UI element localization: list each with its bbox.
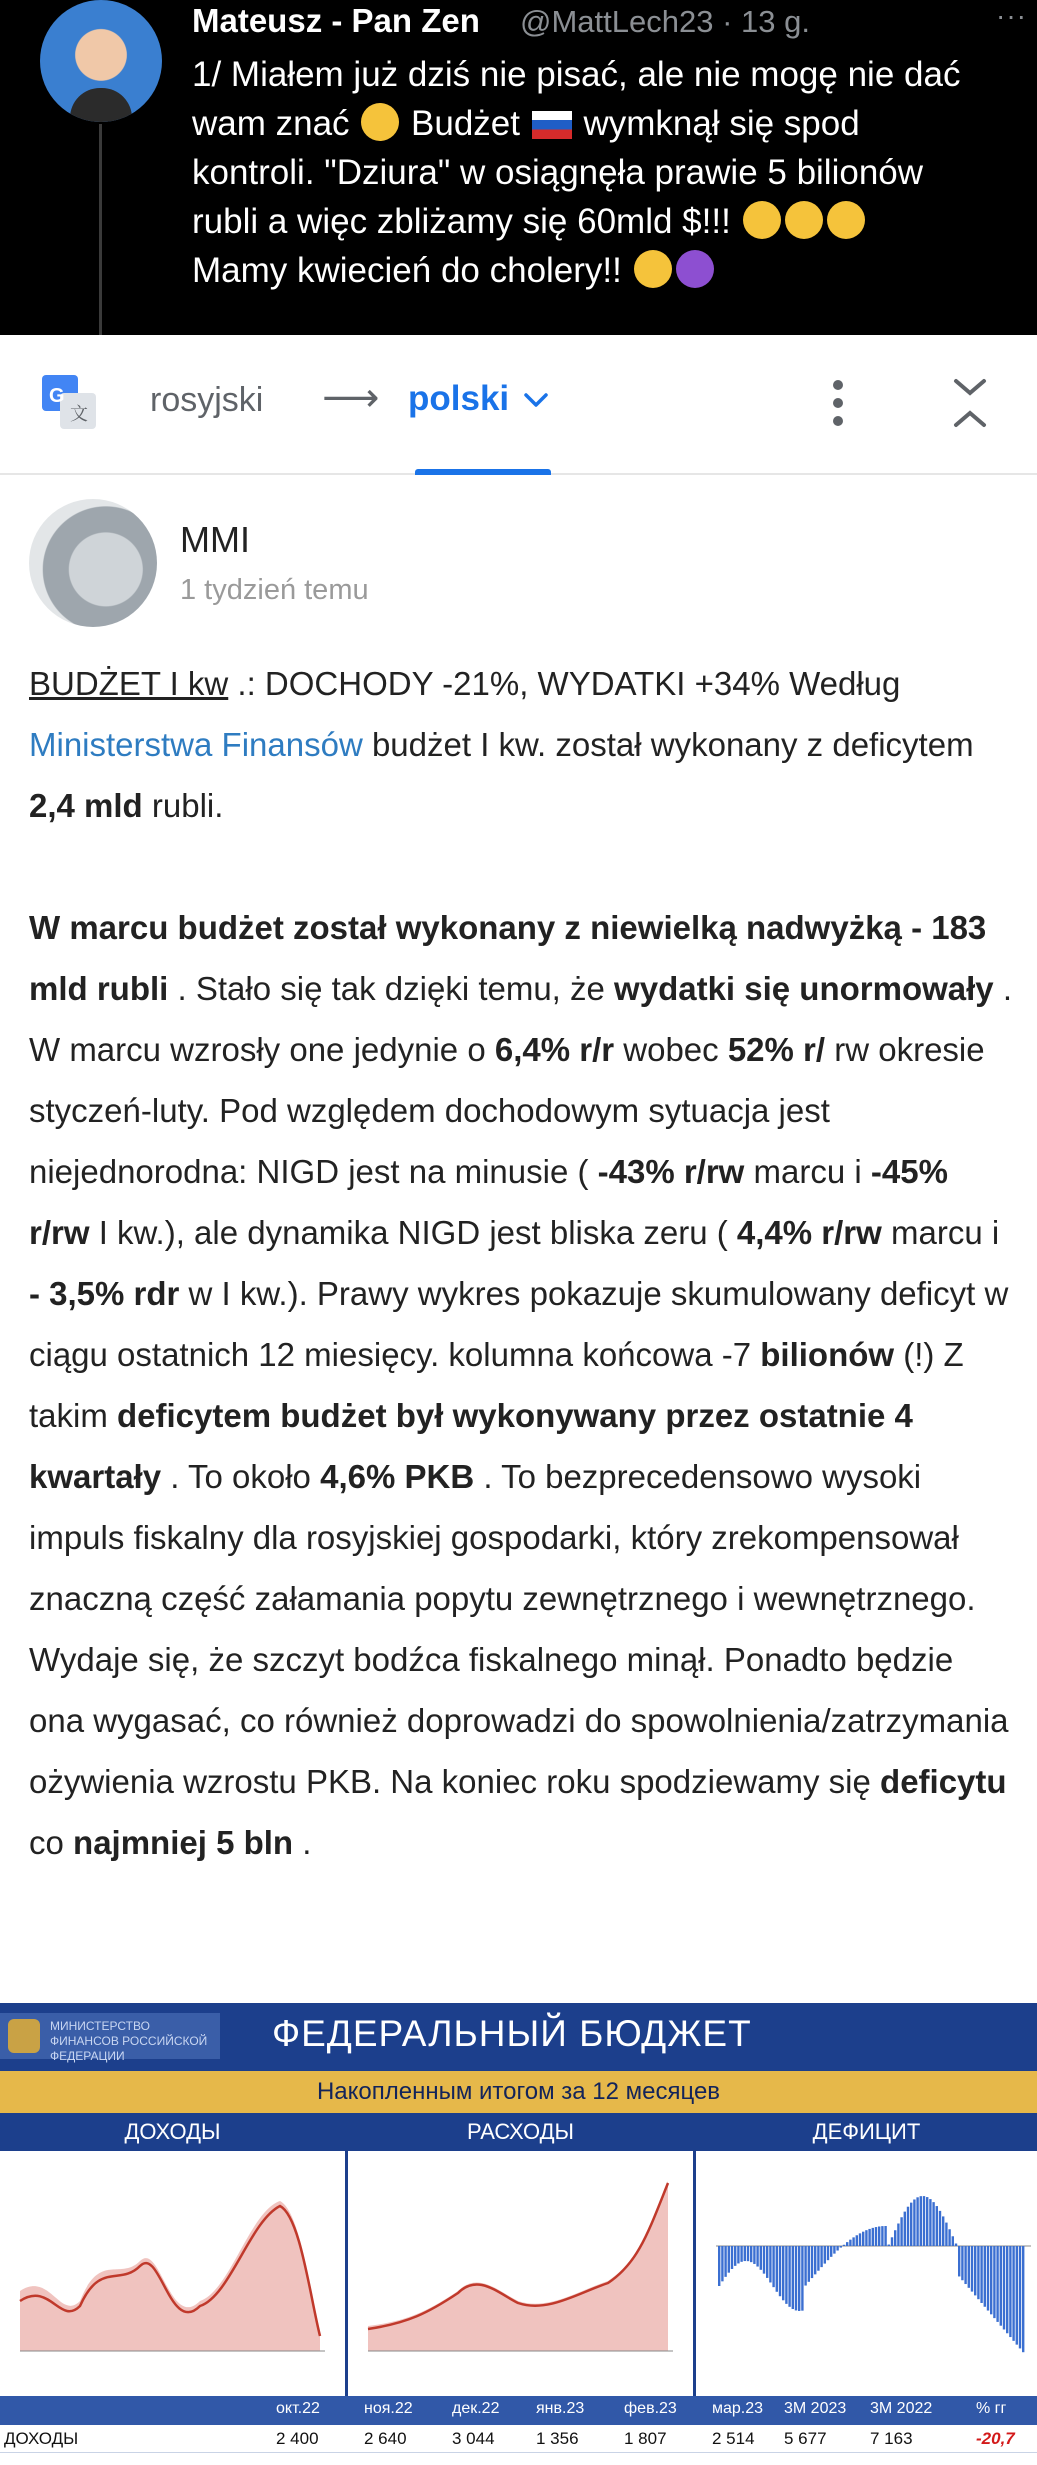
source-language[interactable]: rosyjski bbox=[150, 381, 264, 419]
deficit-bar bbox=[820, 2246, 822, 2267]
deficit-bar bbox=[817, 2246, 819, 2271]
deficit-bar bbox=[926, 2197, 928, 2246]
deficit-bar bbox=[756, 2246, 758, 2267]
deficit-bar bbox=[792, 2246, 794, 2309]
user-avatar[interactable] bbox=[40, 0, 162, 122]
deficit-bar bbox=[945, 2223, 947, 2246]
deficit-bar bbox=[993, 2246, 995, 2318]
text-run: 6,4% r/r bbox=[494, 1031, 615, 1068]
deficit-bar bbox=[763, 2246, 765, 2274]
deficit-bar bbox=[1003, 2246, 1005, 2329]
deficit-bar bbox=[942, 2216, 944, 2246]
deficit-bar bbox=[881, 2226, 883, 2246]
deficit-bar bbox=[728, 2246, 730, 2273]
tweet-line: wam znać Budżet wymknął się spod bbox=[192, 104, 860, 143]
deficit-bar bbox=[747, 2246, 749, 2261]
svg-text:文: 文 bbox=[70, 404, 88, 425]
text-run: rubli. bbox=[142, 787, 224, 824]
deficit-bar bbox=[904, 2212, 906, 2246]
deficit-bar bbox=[718, 2246, 720, 2286]
kebab-menu-icon[interactable] bbox=[828, 375, 848, 431]
text-run: -45% r/rw bbox=[29, 1153, 948, 1251]
deficit-bar bbox=[843, 2245, 845, 2246]
paragraph-2 bbox=[29, 897, 1014, 1873]
deficit-bar bbox=[1019, 2246, 1021, 2348]
exploding-head-icon bbox=[743, 201, 781, 239]
table-column-header: 3М 2023 bbox=[784, 2400, 847, 2417]
deficit-bar bbox=[1000, 2246, 1002, 2326]
deficit-bar bbox=[878, 2226, 880, 2246]
deficit-bar bbox=[1016, 2246, 1018, 2345]
text-run: .: DOCHODY -21%, WYDATKI +34% Według bbox=[228, 665, 901, 702]
infographic-subtitle: Накопленным итогом за 12 месяцев bbox=[0, 2071, 1037, 2113]
table-cell: 2 514 bbox=[712, 2429, 755, 2448]
deficit-bar bbox=[900, 2217, 902, 2246]
post-body bbox=[29, 653, 1014, 1873]
deficit-chart bbox=[696, 2151, 1037, 2396]
deficit-bar bbox=[939, 2211, 941, 2246]
author-handle-time: @MattLech23 · 13 g. bbox=[520, 4, 810, 39]
budget-table bbox=[0, 2396, 1037, 2465]
text-run: deficytem budżet był wykonywany przez ostatnie 4 kwartały bbox=[29, 1397, 913, 1495]
active-tab-indicator bbox=[415, 469, 551, 475]
deficit-bar bbox=[760, 2246, 762, 2270]
deficit-bar bbox=[782, 2246, 784, 2300]
expenditure-panel bbox=[348, 2113, 693, 2396]
collapse-icon[interactable] bbox=[950, 375, 990, 431]
deficit-bar bbox=[862, 2232, 864, 2246]
deficit-bar bbox=[968, 2246, 970, 2288]
deficit-bar bbox=[750, 2246, 752, 2262]
table-column-header: дек.22 bbox=[452, 2400, 500, 2417]
table-column-header: окт.22 bbox=[276, 2400, 320, 2417]
table-column-header: мар.23 bbox=[712, 2400, 764, 2417]
text-run: 2,4 mld bbox=[29, 787, 143, 824]
exploding-head-icon bbox=[827, 201, 865, 239]
deficit-bar bbox=[731, 2246, 733, 2269]
exploding-head-icon bbox=[785, 201, 823, 239]
table-cell: 1 807 bbox=[624, 2429, 667, 2448]
svg-text:G: G bbox=[49, 385, 65, 407]
deficit-bar bbox=[948, 2229, 950, 2246]
deficit-bar bbox=[833, 2246, 835, 2254]
deficit-bar bbox=[961, 2246, 963, 2280]
deficit-bar bbox=[788, 2246, 790, 2307]
revenue-chart bbox=[0, 2151, 345, 2396]
text-run: I kw.), ale dynamika NIGD jest bliska zeru ( bbox=[89, 1214, 737, 1251]
deficit-bar bbox=[1009, 2246, 1011, 2337]
deficit-bar bbox=[846, 2242, 848, 2246]
tweet-line: kontroli. "Dziura" w osiągnęła prawie 5 bilionów bbox=[192, 153, 924, 192]
deficit-bar bbox=[868, 2229, 870, 2246]
deficit-bar bbox=[849, 2240, 851, 2246]
deficit-bar bbox=[987, 2246, 989, 2311]
google-translate-icon[interactable] bbox=[40, 373, 98, 431]
deficit-panel bbox=[696, 2113, 1037, 2396]
deficit-bar bbox=[872, 2228, 874, 2246]
deficit-bar bbox=[920, 2196, 922, 2246]
tweet-line: 1/ Miałem już dziś nie pisać, ale nie mogę nie dać bbox=[192, 55, 961, 94]
deficit-bar bbox=[907, 2207, 909, 2246]
deficit-bar bbox=[859, 2233, 861, 2246]
smiling-devil-icon bbox=[676, 250, 714, 288]
deficit-bar bbox=[827, 2246, 829, 2260]
table-cell: -20,7 bbox=[976, 2429, 1015, 2448]
deficit-bar bbox=[1022, 2246, 1024, 2352]
deficit-bar bbox=[734, 2246, 736, 2266]
deficit-bar bbox=[785, 2246, 787, 2304]
text-run: . bbox=[293, 1824, 312, 1861]
revenue-panel bbox=[0, 2113, 345, 2396]
deficit-bar bbox=[888, 2245, 890, 2246]
text-run: wobec bbox=[614, 1031, 728, 1068]
expenditure-chart bbox=[348, 2151, 693, 2396]
post-time: 1 tydzień temu bbox=[180, 574, 369, 606]
deficit-bar bbox=[923, 2196, 925, 2246]
deficit-bar bbox=[772, 2246, 774, 2287]
text-run: (!) Z takim bbox=[29, 1336, 964, 1434]
text-run: 52% r/ bbox=[727, 1031, 826, 1068]
text-run: bilionów bbox=[760, 1336, 895, 1373]
table-column-header: янв.23 bbox=[536, 2400, 585, 2417]
tweet-line: rubli a więc zbliżamy się 60mld $!!! bbox=[192, 197, 1022, 246]
text-run: co bbox=[29, 1824, 74, 1861]
paragraph-1 bbox=[29, 653, 1014, 836]
deficit-bar bbox=[840, 2246, 842, 2248]
deficit-bar bbox=[836, 2246, 838, 2251]
table-column-header: % гг bbox=[976, 2400, 1007, 2417]
text-run: deficytu bbox=[880, 1763, 1007, 1800]
table-cell: 5 677 bbox=[784, 2429, 827, 2448]
deficit-bar bbox=[990, 2246, 992, 2314]
deficit-bar bbox=[958, 2246, 960, 2276]
deficit-bar bbox=[875, 2227, 877, 2246]
text-run: marcu i bbox=[744, 1153, 871, 1190]
text-run: najmniej 5 bln bbox=[73, 1824, 294, 1861]
tweet-header bbox=[0, 0, 1037, 335]
deficit-bar bbox=[952, 2236, 954, 2246]
text-run: . To około bbox=[161, 1458, 321, 1495]
chevron-down-icon[interactable] bbox=[523, 387, 549, 413]
deficit-bar bbox=[795, 2246, 797, 2310]
deficit-bar bbox=[779, 2246, 781, 2296]
panel-label: РАСХОДЫ bbox=[348, 2113, 693, 2151]
text-run: . W marcu wzrosły one jedynie o bbox=[29, 970, 1013, 1068]
more-options-icon[interactable]: ··· bbox=[996, 0, 1027, 31]
deficit-bar bbox=[852, 2237, 854, 2246]
deficit-bar bbox=[776, 2246, 778, 2292]
deficit-bar bbox=[955, 2244, 957, 2246]
table-column-header: ноя.22 bbox=[364, 2400, 413, 2417]
ministry-logo: МИНИСТЕРСТВО ФИНАНСОВ РОССИЙСКОЙ ФЕДЕРАЦИИ bbox=[0, 2013, 220, 2059]
deficit-bar bbox=[830, 2246, 832, 2257]
paragraph-spacer bbox=[29, 836, 1014, 897]
russia-flag-icon bbox=[532, 111, 572, 139]
deficit-bar bbox=[769, 2246, 771, 2282]
deficit-bar bbox=[744, 2246, 746, 2261]
deficit-bar bbox=[1012, 2246, 1014, 2341]
deficit-bar bbox=[891, 2237, 893, 2246]
deficit-bar bbox=[1006, 2246, 1008, 2333]
author-name[interactable]: Mateusz - Pan Zen bbox=[192, 2, 480, 39]
deficit-bar bbox=[964, 2246, 966, 2284]
text-run: W marcu budżet został wykonany z niewielką nadwyżką - 183 mld rubli bbox=[29, 909, 987, 1007]
translated-post bbox=[0, 477, 1037, 2001]
table-cell: 7 163 bbox=[870, 2429, 913, 2448]
author-avatar[interactable] bbox=[29, 499, 157, 627]
table-cell: 1 356 bbox=[536, 2429, 579, 2448]
target-language[interactable]: polski bbox=[408, 379, 510, 418]
deficit-bar bbox=[894, 2230, 896, 2246]
text-run: wydatki się unormowały bbox=[614, 970, 994, 1007]
text-run: w I kw.). Prawy wykres pokazuje skumulowany deficyt w ciągu ostatnich 12 miesięcy. kolumna końcowa -7 bbox=[29, 1275, 1009, 1373]
deficit-bar bbox=[977, 2246, 979, 2299]
deficit-bar bbox=[808, 2246, 810, 2282]
grinning-face-icon bbox=[361, 103, 399, 141]
deficit-bar bbox=[804, 2246, 806, 2286]
text-run: . Stało się tak dzięki temu, że bbox=[168, 970, 615, 1007]
text-run: BUDŻET I kw bbox=[29, 665, 229, 702]
text-run: 4,6% PKB bbox=[320, 1458, 475, 1495]
deficit-bar bbox=[929, 2199, 931, 2246]
text-run: 4,4% r/rw bbox=[736, 1214, 882, 1251]
deficit-bar bbox=[897, 2224, 899, 2246]
deficit-bar bbox=[884, 2226, 886, 2246]
deficit-bar bbox=[984, 2246, 986, 2307]
text-run: marcu i bbox=[881, 1214, 1000, 1251]
text-run: - 3,5% rdr bbox=[29, 1275, 180, 1312]
panel-label: ДОХОДЫ bbox=[0, 2113, 345, 2151]
deficit-bar bbox=[996, 2246, 998, 2322]
translate-bar bbox=[0, 335, 1037, 475]
deficit-bar bbox=[724, 2246, 726, 2277]
deficit-bar bbox=[865, 2230, 867, 2246]
text-run: budżet I kw. został wykonany z deficytem bbox=[362, 726, 974, 763]
panel-label: ДЕФИЦИТ bbox=[696, 2113, 1037, 2151]
deficit-bar bbox=[910, 2203, 912, 2246]
text-run: . To bezprecedensowo wysoki impuls fiskalny dla rosyjskiej gospodarki, który zrekompensował znaczną część załamania popytu zewnętrznego i wewnętrznego. Wydaje się, że szczyt bodźca fiskalnego minął. Ponadto będzie ona wygasać, co również doprowadzi do spowolnienia/zatrzymania ożywienia wzrostu PKB. Na koniec roku spodziewamy się bbox=[29, 1458, 1009, 1800]
deficit-bar bbox=[721, 2246, 723, 2281]
woozy-face-icon bbox=[634, 250, 672, 288]
post-author[interactable]: MMI bbox=[180, 519, 250, 560]
deficit-bar bbox=[801, 2246, 803, 2311]
deficit-bar bbox=[913, 2199, 915, 2246]
deficit-bar bbox=[740, 2246, 742, 2262]
deficit-bar bbox=[856, 2235, 858, 2246]
tweet-line: Mamy kwiecień do cholery!! bbox=[192, 246, 1022, 295]
table-column-header: 3М 2022 bbox=[870, 2400, 933, 2417]
table-cell: 2 640 bbox=[364, 2429, 407, 2448]
deficit-bar bbox=[980, 2246, 982, 2303]
table-row bbox=[0, 2425, 1037, 2453]
table-row-label: ДОХОДЫ bbox=[4, 2429, 79, 2448]
text-run: rw okresie styczeń-luty. Pod względem dochodowym sytuacja jest niejednorodna: NIGD jest na minusie ( bbox=[29, 1031, 985, 1190]
deficit-bar bbox=[814, 2246, 816, 2274]
deficit-bar bbox=[936, 2206, 938, 2246]
deficit-bar bbox=[811, 2246, 813, 2278]
deficit-bar bbox=[798, 2246, 800, 2311]
table-cell: 3 044 bbox=[452, 2429, 495, 2448]
deficit-bar bbox=[971, 2246, 973, 2292]
text-run: -43% r/rw bbox=[597, 1153, 745, 1190]
thread-line bbox=[99, 124, 102, 335]
table-cell: 2 400 bbox=[276, 2429, 319, 2448]
budget-infographic bbox=[0, 2003, 1037, 2465]
deficit-bar bbox=[753, 2246, 755, 2264]
deficit-bar bbox=[766, 2246, 768, 2278]
table-header-row bbox=[0, 2396, 1037, 2425]
infographic-title: ФЕДЕРАЛЬНЫЙ БЮДЖЕТ bbox=[272, 2013, 752, 2054]
deficit-bar bbox=[974, 2246, 976, 2295]
deficit-bar bbox=[916, 2197, 918, 2246]
arrow-right-icon: ⟶ bbox=[322, 376, 380, 420]
tweet-text bbox=[192, 50, 1022, 295]
table-column-header: фев.23 bbox=[624, 2400, 677, 2417]
deficit-bar bbox=[737, 2246, 739, 2263]
ministry-link[interactable]: Ministerstwa Finansów bbox=[29, 726, 363, 763]
deficit-bar bbox=[824, 2246, 826, 2264]
deficit-bar bbox=[932, 2202, 934, 2246]
